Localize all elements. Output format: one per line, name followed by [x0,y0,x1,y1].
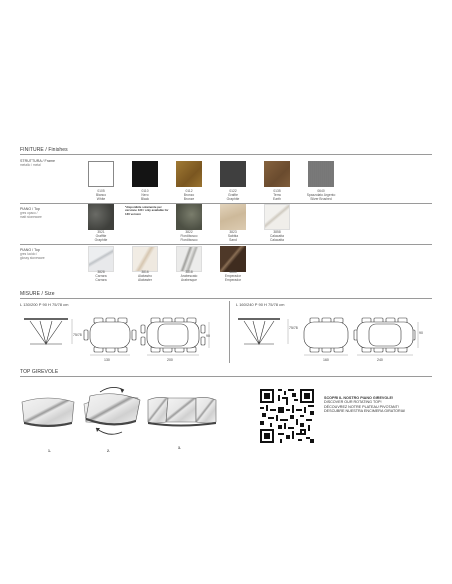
swatch-caption: 3822 Fiordibosco Fiordibosco [180,230,198,242]
width-value: 130 [104,358,110,362]
table-240-plan [354,318,415,352]
swatch-caption: 3521 Graffite Graphite [94,230,108,242]
size-right-title: L 160/240 P 90 H 75/78 cm [236,302,285,307]
table-130-plan [84,318,136,352]
qr-code[interactable] [260,389,314,443]
swatch-caption: 3860 Emperador Emperador [224,270,242,282]
step-3-table [148,397,216,426]
step-label: 2. [107,449,110,453]
swatch-3816[interactable] [132,246,158,272]
swatch-caption: 3828 Carrara Carrara [95,270,107,282]
size-left-title: L 130/200 P 90 H 75/78 cm [20,302,69,307]
swatch-caption: 0112 Bronzo Bronze [183,189,195,201]
rotation-arrow-icon [100,387,124,392]
swatch-3521[interactable] [88,204,114,230]
swatch-0640[interactable] [308,161,334,187]
structure-label: STRUTTURA / Frame metallo / metal [20,159,55,168]
swatch-3828[interactable] [88,246,114,272]
divider [20,298,432,299]
swatch-caption: 3818 Arabescato Arabesque [180,270,198,282]
divider [20,154,432,155]
table-200-plan [141,318,205,352]
swatch-3823[interactable] [220,204,246,230]
swatch-caption: 0110 Nero Black [140,189,150,201]
step-2-table [84,387,140,434]
table-side-view [238,319,280,344]
swatch-0110[interactable] [132,161,158,187]
swatch-caption: 0640 Spazzolato Argento Silver Brushed [306,189,336,201]
sizes-title: MISURE / Size [20,291,55,297]
swatch-caption: 3816 Alabastro Alabaster [138,270,152,282]
table-side-view [24,319,68,344]
swatch-caption: 0122 Grafite Graphite [226,189,240,201]
size-right-drawings [236,308,432,368]
divider [20,376,432,377]
width-value: 200 [167,358,173,362]
step-label: 3. [178,446,181,450]
height-value: 75/78 [289,326,298,330]
swatch-3822[interactable] [176,204,202,230]
depth-value: 90 [206,334,210,338]
swatch-3860[interactable] [220,246,246,272]
step-label: 1. [48,449,51,453]
finishes-title: FINITURE / Finishes [20,147,68,153]
top-matt-label: PIANO / Top gres opaco / matt stoneware [20,207,42,220]
swatch-3818[interactable] [176,246,202,272]
swatch-0135[interactable] [264,161,290,187]
top-glossy-label: PIANO / Top gres lucido / glossy stoneware [20,248,45,261]
swatch-caption: 3823 Sabbia Sand [227,230,239,242]
width-value: 240 [377,358,383,362]
swivel-title: TOP GIREVOLE [20,369,59,375]
table-160-plan [304,318,348,352]
width-value: 160 [323,358,329,362]
swivel-illustration [20,384,240,456]
swatch-caption: 0105 Bianco White [95,189,107,201]
rotation-arrow-icon [96,428,122,434]
availability-note: *disponibile solamente per versione 130 / only available for 130 version [125,205,169,216]
swivel-info: SCOPRI IL NOSTRO PIANO GIREVOLE! DISCOVER OUR ROTATING TOP! DÉCOUVREZ NOTRE PLATEAU PIVOTANT! DESCUBRE NUESTRA ENCIMERA GIRATORIA! [324,396,406,414]
divider [20,244,432,245]
swatch-3858[interactable] [264,204,290,230]
step-1-table [22,398,74,427]
depth-value: 90 [419,331,423,335]
swatch-caption: 0135 Terra Earth [273,189,281,201]
height-value: 75/78 [73,333,82,337]
swatch-caption: 3858 Calacatta Calacatta [270,230,284,242]
size-left-drawings [20,308,230,368]
swatch-0105[interactable] [88,161,114,187]
swatch-0112[interactable] [176,161,202,187]
swatch-0122[interactable] [220,161,246,187]
